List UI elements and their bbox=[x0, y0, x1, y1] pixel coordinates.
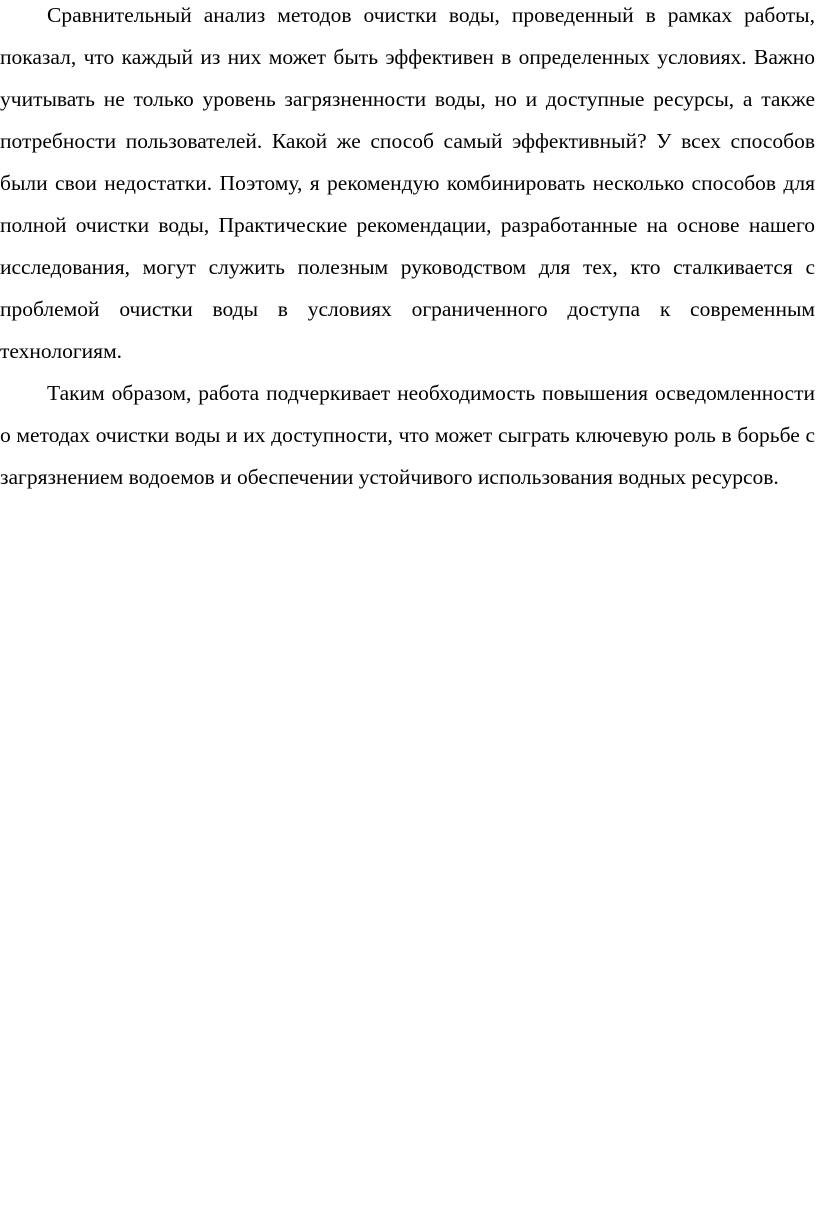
paragraph-conclusion-analysis: Сравнительный анализ методов очистки воды, проведенный в рамках работы, показал, что каждый из них может быть эффективен в определенных условиях. Важно учитывать не только уровень загрязненности воды, но и доступные ресурсы, а также потребности пользователей. Какой же способ самый эффективный? У всех способов были свои недостатки. Поэтому, я рекомендую комбинировать несколько способов для полной очистки воды, Практические рекомендации, разработанные на основе нашего исследования, могут служить полезным руководством для тех, кто сталкивается с проблемой очистки воды в условиях ограниченного доступа к современным технологиям. bbox=[0, 3, 815, 363]
paragraph-conclusion-summary: Таким образом, работа подчеркивает необходимость повышения осведомленности о методах очистки воды и их доступности, что может сыграть ключевую роль в борьбе с загрязнением водоемов и обеспечении устойчивого использования водных ресурсов. bbox=[0, 381, 815, 489]
document-body bbox=[0, 0, 815, 498]
